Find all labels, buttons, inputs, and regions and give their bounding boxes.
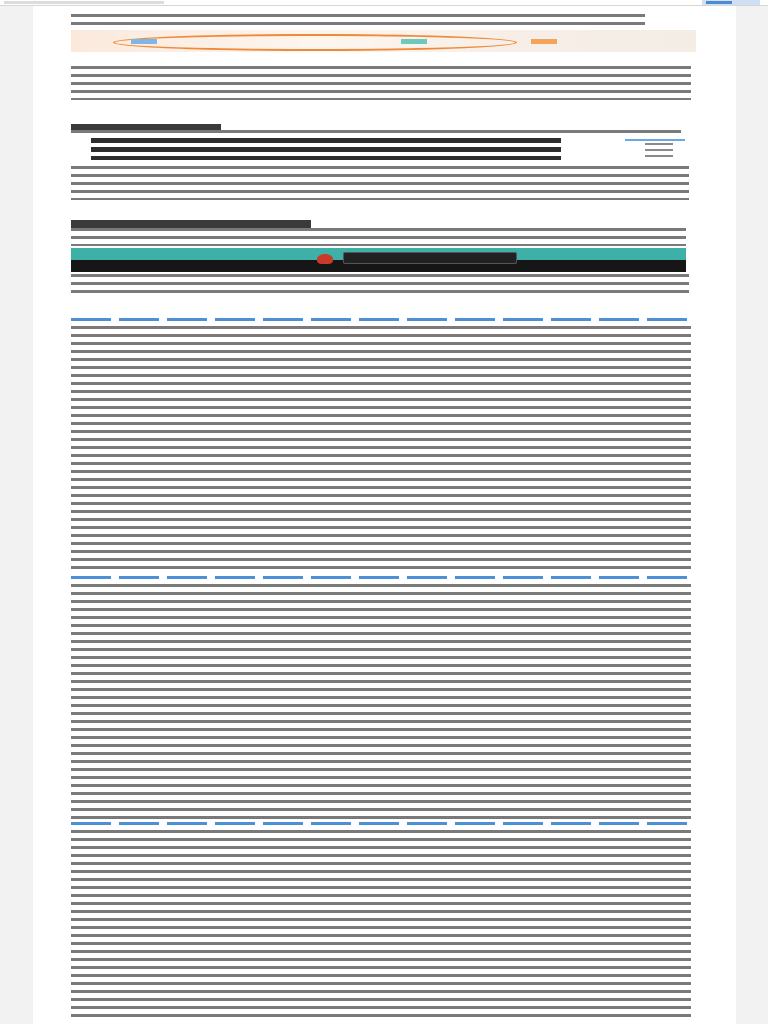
- section-3-link-line-2[interactable]: [71, 576, 691, 579]
- top-bar-title: [4, 1, 164, 4]
- section-3-link-line[interactable]: [71, 318, 691, 321]
- section-2-intro-lines: [71, 228, 686, 246]
- list-icon[interactable]: [645, 143, 673, 159]
- section-2-heading: [71, 220, 311, 228]
- section-3-body-part-3: [71, 830, 691, 1020]
- section-2-body: [71, 274, 689, 296]
- section-2-banner: [71, 248, 686, 272]
- section-3-body-part-2: [71, 584, 691, 824]
- page-title: [71, 14, 645, 26]
- banner-swatch-teal: [401, 39, 427, 44]
- top-bar-button[interactable]: [702, 0, 760, 5]
- section-1-intro-lines: [71, 130, 681, 138]
- banner-swatch-blue: [131, 39, 157, 44]
- section-1-body: [71, 166, 689, 200]
- intro-paragraph: [71, 66, 691, 100]
- banner-swatch-orange: [531, 39, 557, 44]
- banner-ring-shape: [113, 34, 517, 51]
- section-1-link-line[interactable]: [625, 139, 685, 141]
- section-3-body-part-1: [71, 326, 691, 572]
- banner-red-logo-icon: [317, 254, 333, 264]
- section-3-link-line-3[interactable]: [71, 822, 691, 825]
- banner-pill[interactable]: [343, 252, 517, 264]
- document-page: [33, 6, 736, 1024]
- header-banner-image: [71, 30, 696, 52]
- section-1-subheading: [91, 138, 561, 160]
